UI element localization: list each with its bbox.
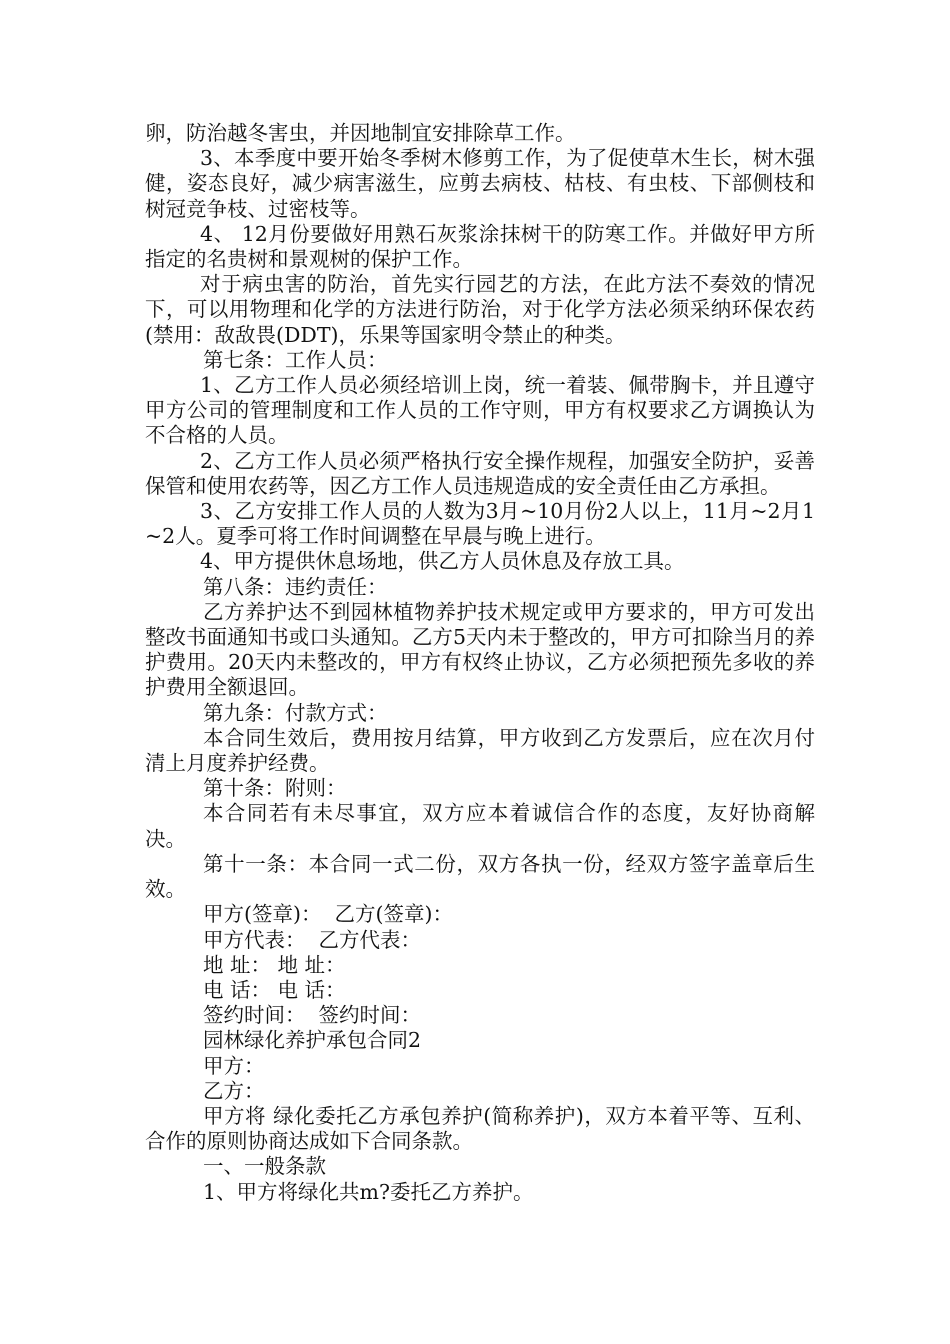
paragraph: 卵，防治越冬害虫，并因地制宜安排除草工作。 — [145, 121, 576, 145]
paragraph: 3、本季度中要开始冬季树木修剪工作，为了促使草木生长，树木强健，姿态良好，减少病害滋生，应剪去病枝、枯枝、有虫枝、下部侧枝和树冠竞争枝、过密枝等。 — [145, 146, 815, 221]
signature-line: 电 话： 电 话： — [203, 977, 346, 1002]
section-heading: 一、一般条款 — [203, 1154, 326, 1179]
signature-line: 地 址： 地 址： — [203, 952, 346, 977]
party-b-line: 乙方： — [203, 1078, 265, 1103]
paragraph: 第十一条：本合同一式二份，双方各执一份，经双方签字盖章后生效。 — [145, 851, 815, 902]
party-a-line: 甲方： — [203, 1053, 265, 1078]
signature-line: 签约时间： 签约时间： — [203, 1003, 422, 1028]
paragraph: 本合同若有未尽事宜，双方应本着诚信合作的态度，友好协商解决。 — [145, 801, 815, 851]
paragraph: 1、乙方工作人员必须经培训上岗，统一着装、佩带胸卡，并且遵守甲方公司的管理制度和工作人员的工作守则，甲方有权要求乙方调换认为不合格的人员。 — [145, 373, 815, 448]
paragraph: 乙方养护达不到园林植物养护技术规定或甲方要求的，甲方可发出整改书面通知书或口头通知。乙方5天内未于整改的，甲方可扣除当月的养护费用。20天内未整改的，甲方有权终止协议，乙方必须把预先多收的养护费用全额退回。 — [145, 599, 815, 700]
signature-line: 甲方(签章)： 乙方(签章)： — [203, 902, 454, 927]
paragraph: 3、乙方安排工作人员的人数为3月~10月份2人以上，11月~2月1~2人。夏季可将工作时间调整在早晨与晚上进行。 — [145, 499, 815, 549]
contract-title: 园林绿化养护承包合同2 — [203, 1028, 422, 1053]
paragraph: 对于病虫害的防治，首先实行园艺的方法，在此方法不奏效的情况下，可以用物理和化学的方法进行防治，对于化学方法必须采纳环保农药(禁用：敌敌畏(DDT)，乐果等国家明令禁止的种类。 — [145, 272, 815, 347]
paragraph: 本合同生效后，费用按月结算，甲方收到乙方发票后，应在次月付清上月度养护经费。 — [145, 725, 815, 776]
paragraph: 2、乙方工作人员必须严格执行安全操作规程，加强安全防护，妥善保管和使用农药等，因乙方工作人员违规造成的安全责任由乙方承担。 — [145, 448, 815, 498]
paragraph: 甲方将 绿化委托乙方承包养护(简称养护)，双方本着平等、互利、合作的原则协商达成如下合同条款。 — [145, 1103, 815, 1154]
section-heading: 第七条：工作人员： — [203, 347, 388, 372]
paragraph: 4、甲方提供休息场地，供乙方人员休息及存放工具。 — [200, 549, 685, 574]
section-heading: 第九条：付款方式： — [203, 700, 388, 725]
section-heading: 第八条：违约责任： — [203, 574, 388, 599]
section-heading: 第十条：附则： — [203, 776, 347, 801]
paragraph: 1、甲方将绿化共m?委托乙方养护。 — [203, 1179, 534, 1204]
signature-line: 甲方代表： 乙方代表： — [203, 927, 422, 952]
paragraph: 4、 12月份要做好用熟石灰浆涂抹树干的防寒工作。并做好甲方所指定的名贵树和景观树的保护工作。 — [145, 221, 815, 272]
document-body — [145, 121, 815, 1205]
